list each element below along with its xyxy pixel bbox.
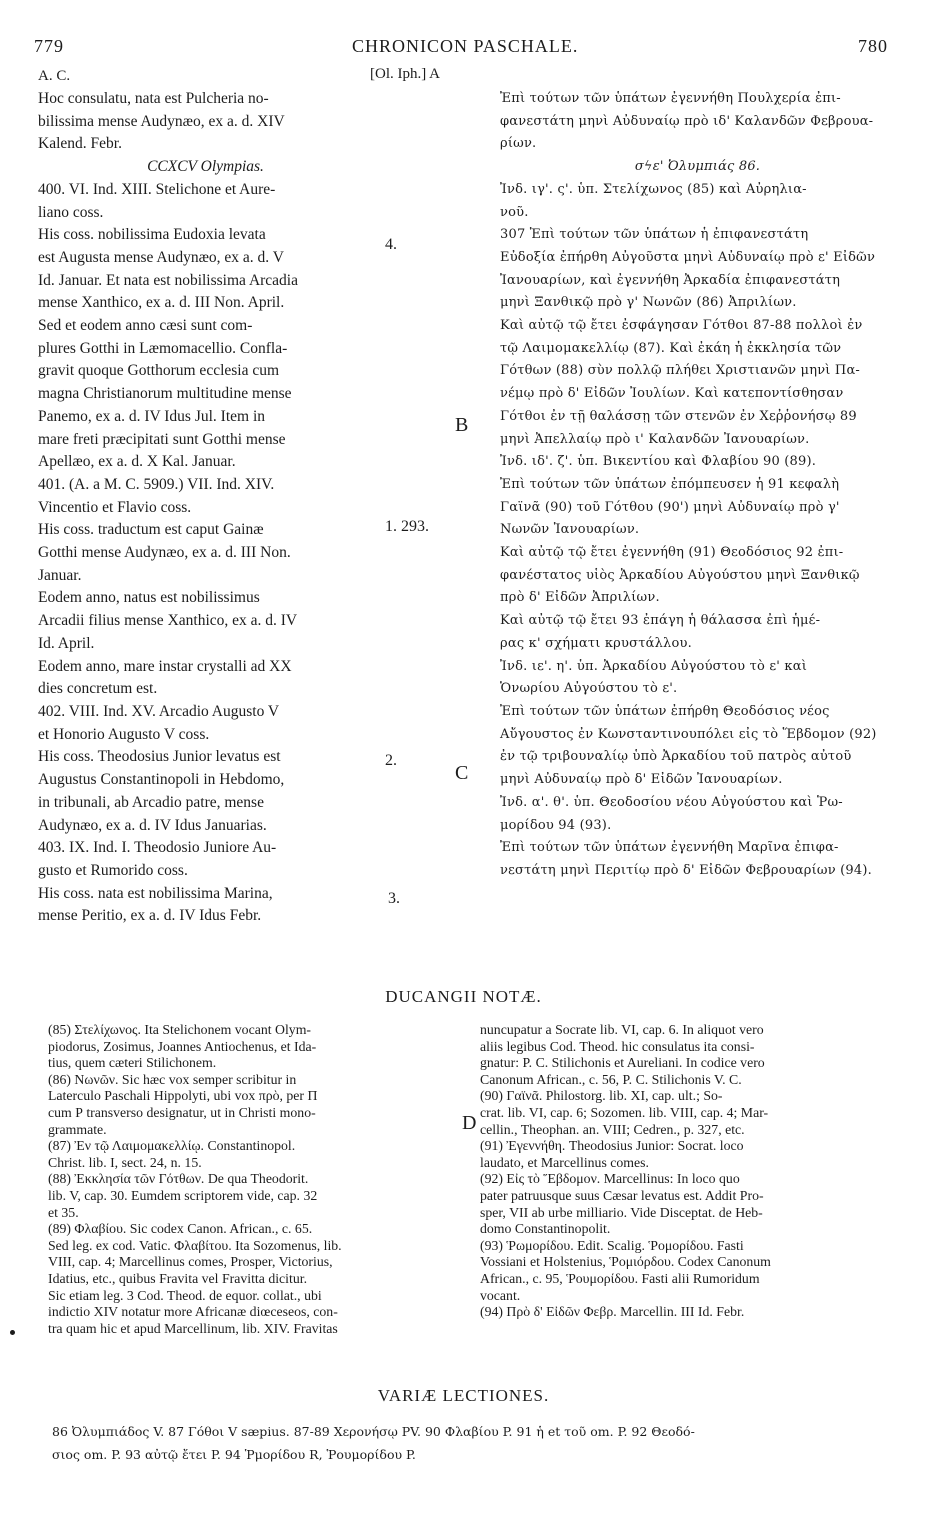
latin-text-line: gusto et Rumorido coss. [38, 861, 188, 879]
note-line: indictio XIV notatur more Africanæ diœceseos, con- [48, 1304, 338, 1320]
greek-text-line: νεστάτη μηνὶ Περιτίῳ πρὸ δ' Εἰδῶν Φεβρουαρίων (94). [500, 862, 872, 878]
note-line: Sic etiam leg. 3 Cod. Theod. de equor. collat., ubi [48, 1287, 322, 1303]
note-line: (86) Νωνῶν. Sic hæc vox semper scribitur in [48, 1071, 297, 1087]
note-line: VIII, cap. 4; Marcellinus comes, Prosper, Victorius, [48, 1254, 333, 1270]
latin-text-line: His coss. traductum est caput Gainæ [38, 521, 264, 539]
greek-text-line: νέμῳ πρὸ δ' Εἰδῶν Ἰουλίων. Καὶ κατεποντίσθησαν [500, 386, 844, 402]
note-line: nuncupatur a Socrate lib. VI, cap. 6. In aliquot vero [480, 1022, 764, 1037]
latin-text-line: mense Xanthico, ex a. d. III Non. April. [38, 294, 285, 312]
note-line: Vossiani et Holstenius, Ῥομιόρδου. Codex Canonum [480, 1254, 771, 1270]
note-line: sper, VII ab urbe milliario. Vide Disceptat. de Heb- [480, 1204, 763, 1220]
latin-text-line: 403. IX. Ind. I. Theodosio Juniore Au- [38, 839, 277, 857]
variae-title: VARIÆ LECTIONES. [377, 1386, 550, 1405]
greek-text-line: μηνὶ Ξανθικῷ πρὸ γ' Νωνῶν (86) Ἀπριλίων. [500, 295, 797, 311]
latin-text-line: Apellæo, ex a. d. X Kal. Januar. [38, 453, 236, 471]
greek-text-line: ρας κ' σχήματι κρυστάλλου. [500, 635, 692, 651]
note-line: vocant. [480, 1287, 521, 1303]
greek-text-line: Ὁνωρίου Αὐγούστου τὸ ε'. [500, 681, 678, 697]
latin-text-line: bilissima mense Audynæo, ex a. d. XIV [38, 112, 285, 130]
note-line: Canonum African., c. 56, P. C. Stilichonis V. C. [480, 1071, 742, 1087]
variae-lines [52, 1420, 892, 1466]
greek-text-line: Καὶ αὐτῷ τῷ ἔτει ἐγεννήθη (91) Θεοδόσιος 92 ἐπι- [500, 545, 844, 561]
margin-letter-c: C [455, 762, 469, 784]
greek-text-line: φανεστάτη μηνὶ Αὐδυναίῳ πρὸ ιδ' Καλανδῶν Φεβρουα- [500, 113, 874, 129]
latin-column [38, 88, 373, 928]
greek-text-line: Γαϊνᾶ (90) τοῦ Γότθου (90') μηνὶ Αὐδυναίῳ πρὸ γ' [500, 499, 840, 515]
note-line: et 35. [48, 1204, 79, 1220]
latin-text-line: His coss. Theodosius Junior levatus est [38, 748, 281, 766]
greek-text-line: τῷ Λαιμομακελλίῳ (87). Καὶ ἐκάη ἡ ἐκκλησία τῶν [500, 340, 842, 356]
latin-text-line: Augustus Constantinopoli in Hebdomo, [38, 771, 285, 789]
greek-text-line: Γότθοι ἐν τῇ θαλάσσῃ τῶν στενῶν ἐν Χεῤῥονήσῳ 89 [500, 408, 857, 424]
note-line: (93) Ῥωμορίδου. Edit. Scalig. Ῥομορίδου. Fasti [480, 1237, 744, 1253]
latin-text-line: magna Christianorum multitudine mense [38, 385, 292, 403]
greek-text-line: ρίων. [500, 136, 537, 152]
greek-column [500, 88, 895, 883]
margin-marker-2: 2. [385, 752, 397, 769]
latin-text-line: His coss. nobilissima Eudoxia levata [38, 226, 266, 244]
note-line: tra quam hic et apud Marcellinum, lib. XIV. Fravitas [48, 1320, 338, 1336]
note-line: gnatur: P. C. Stilichonis et Aureliani. In codice vero [480, 1055, 765, 1071]
greek-text-line: Ἰνδ. ιγ'. ς'. ὑπ. Στελίχωνος (85) καὶ Αὐρηλια- [500, 181, 807, 197]
greek-text-line: Καὶ αὐτῷ τῷ ἔτει 93 ἐπάγη ἡ θάλασσα ἐπὶ ἡμέ- [500, 613, 821, 629]
latin-text-line: Arcadii filius mense Xanthico, ex a. d. IV [38, 612, 298, 630]
greek-text-line: νοῦ. [500, 204, 529, 220]
note-line: lib. V, cap. 30. Eumdem scriptorem vide, cap. 32 [48, 1187, 318, 1203]
latin-text-line: Kalend. Febr. [38, 135, 122, 153]
note-line: piodorus, Zosimus, Joannes Antiochenus, et Ida- [48, 1038, 317, 1054]
greek-text-line: 307 Ἐπὶ τούτων τῶν ὑπάτων ἡ ἐπιφανεστάτη [500, 227, 809, 243]
greek-text-line: πρὸ δ' Εἰδῶν Ἀπριλίων. [500, 590, 660, 606]
note-line: Idatius, etc., quibus Fravita vel Fravitta dicitur. [48, 1270, 308, 1286]
latin-text-line: Hoc consulatu, nata est Pulcheria no- [38, 90, 269, 107]
note-line: cum Ρ transverso designatur, ut in Christi mono- [48, 1104, 316, 1120]
latin-text-line: Eodem anno, natus est nobilissimus [38, 589, 260, 607]
note-line: cellin., Theophan. an. VIII; Cedren., p. 327, etc. [480, 1121, 745, 1137]
note-line: pater patruusque suus Cæsar levatus est. Addit Pro- [480, 1187, 764, 1203]
latin-text-line: Audynæo, ex a. d. IV Idus Januarias. [38, 816, 267, 834]
greek-text-line: Ἰνδ. α'. θ'. ὑπ. Θεοδοσίου νέου Αὐγούστου καὶ Ῥω- [500, 794, 843, 810]
notes-right-column [480, 1022, 895, 1321]
greek-text-line: Ἐπὶ τούτων τῶν ὑπάτων ἐπόμπευσεν ἡ 91 κεφαλὴ [500, 476, 840, 492]
greek-text-line: Ἐπὶ τούτων τῶν ὑπάτων ἐγεννήθη Μαρῖνα ἐπιφα- [500, 840, 839, 856]
latin-text-line: mense Peritio, ex a. d. IV Idus Febr. [38, 907, 262, 925]
greek-text-line: Εὐδοξία ἐπήρθη Αὐγοῦστα μηνὶ Αὐδυναίῳ πρὸ ε' Εἰδῶν [500, 249, 876, 265]
latin-text-line: CCXCV Olympias. [147, 158, 264, 176]
olympiad-label: [Ol. Iph.] A [370, 66, 440, 82]
page-number-right: 780 [858, 36, 888, 56]
latin-text-line: est Augusta mense Audynæo, ex a. d. V [38, 248, 284, 266]
notes-left-column [48, 1022, 453, 1337]
margin-marker-293: 1. 293. [385, 518, 429, 535]
latin-text-line: 401. (A. a M. C. 5909.) VII. Ind. XIV. [38, 475, 275, 493]
note-line: (89) Φλαβίου. Sic codex Canon. African., c. 65. [48, 1221, 313, 1237]
notes-title: DUCANGII NOTÆ. [385, 987, 542, 1006]
latin-text-line: gravit quoque Gotthorum ecclesia cum [38, 362, 280, 380]
note-line: (91) Ἐγεννήθη. Theodosius Junior: Socrat. loco [480, 1138, 744, 1154]
note-line: (87) Ἐν τῷ Λαιμομακελλίῳ. Constantinopol. [48, 1138, 296, 1154]
greek-text-line: φανέστατος υἱὸς Ἀρκαδίου Αὐγούστου μηνὶ Ξανθικῷ [500, 567, 860, 583]
latin-text-line: in tribunali, ab Arcadio patre, mense [38, 793, 264, 811]
latin-text-line: mare freti præcipitati sunt Gotthi mense [38, 430, 286, 448]
latin-text-line: Gotthi mense Audynæo, ex a. d. III Non. [38, 544, 291, 562]
latin-text-line: et Honorio Augusto V coss. [38, 725, 210, 743]
latin-text-line: 402. VIII. Ind. XV. Arcadio Augusto V [38, 702, 280, 720]
latin-text-line: Panemo, ex a. d. IV Idus Jul. Item in [38, 407, 266, 425]
greek-text-line: Ἰνδ. ιδ'. ζ'. ὑπ. Βικεντίου καὶ Φλαβίου 90 (89). [500, 454, 817, 470]
margin-letter-b: B [455, 414, 469, 436]
note-line: (90) Γαϊνᾶ. Philostorg. lib. XI, cap. ult.; So- [480, 1088, 723, 1104]
latin-text-line: Id. Januar. Et nata est nobilissima Arcadia [38, 271, 298, 289]
note-line: domo Constantinopolit. [480, 1221, 611, 1237]
greek-text-line: ἐν τῷ τριβουναλίῳ ὑπὸ Ἀρκαδίου τοῦ πατρὸς αὐτοῦ [500, 749, 852, 765]
note-line: (94) Πρὸ δ' Εἰδῶν Φεβρ. Marcellin. III Id. Febr. [480, 1304, 745, 1320]
greek-text-line: Ἐπὶ τούτων τῶν ὑπάτων ἐγεννήθη Πουλχερία ἐπι- [500, 91, 841, 106]
greek-text-line: Καὶ αὐτῷ τῷ ἔτει ἐσφάγησαν Γότθοι 87-88 πολλοὶ ἐν [500, 318, 863, 334]
latin-text-line: Januar. [38, 566, 82, 584]
note-line: (88) Ἐκκλησία τῶν Γότθων. De qua Theodorit. [48, 1171, 309, 1187]
greek-text-line: μορίδου 94 (93). [500, 817, 612, 833]
greek-text-line: Ἰανουαρίων, καὶ ἐγεννήθη Ἀρκαδία ἐπιφανεστάτη [500, 272, 841, 288]
latin-text-line: Id. April. [38, 634, 95, 652]
greek-text-line: μηνὶ Αὐδυναίῳ πρὸ δ' Εἰδῶν Ἰανουαρίων. [500, 772, 783, 788]
greek-text-line: σϟε' Ὀλυμπιάς 86. [634, 159, 761, 175]
margin-marker-3: 3. [388, 890, 400, 907]
greek-text-line: Ἰνδ. ιε'. η'. ὑπ. Ἀρκαδίου Αὐγούστου τὸ ε' καὶ [500, 658, 808, 674]
year-label: A. C. [38, 68, 71, 84]
variant-reading-line: σιος om. P. 93 αὐτῷ ἔτει P. 94 Ῥμορίδου R, Ῥουμορίδου P. [52, 1447, 416, 1462]
page-number-left: 779 [34, 36, 64, 56]
greek-text-line: Αὔγουστος ἐν Κωνσταντινουπόλει εἰς τὸ Ἕβδομον (92) [500, 726, 877, 742]
margin-dot [10, 1330, 15, 1335]
note-line: Christ. lib. I, sect. 24, n. 15. [48, 1154, 202, 1170]
greek-text-line: Νωνῶν Ἰανουαρίων. [500, 522, 640, 538]
latin-text-line: Eodem anno, mare instar crystalli ad XX [38, 657, 292, 675]
note-line: Laterculo Paschali Hippolyti, ubi vox πρὸ, per Π [48, 1088, 318, 1104]
note-line: (92) Εἰς τὸ Ἕβδομον. Marcellinus: In loco quo [480, 1171, 740, 1187]
note-line: Sed leg. ex cod. Vatic. Φλαβίτου. Ita Sozomenus, lib. [48, 1237, 342, 1253]
running-title: CHRONICON PASCHALE. [352, 36, 579, 56]
note-line: African., c. 95, Ῥουμορίδου. Fasti alii Rumoridum [480, 1270, 760, 1286]
latin-text-line: plures Gotthi in Læmomacellio. Confla- [38, 339, 288, 357]
note-line: tius, quem cæteri Stilichonem. [48, 1055, 217, 1071]
latin-text-line: liano coss. [38, 203, 104, 221]
margin-marker-4: 4. [385, 236, 397, 253]
latin-text-line: His coss. nata est nobilissima Marina, [38, 884, 273, 902]
margin-letter-d: D [462, 1112, 477, 1134]
note-line: (85) Στελίχωνος. Ita Stelichonem vocant Olym- [48, 1022, 312, 1037]
greek-text-line: μηνὶ Ἀπελλαίῳ πρὸ ι' Καλανδῶν Ἰανουαρίων. [500, 431, 810, 447]
note-line: laudato, et Marcellinus comes. [480, 1154, 649, 1170]
latin-text-line: Sed et eodem anno cæsi sunt com- [38, 317, 253, 335]
greek-text-line: Ἐπὶ τούτων τῶν ὑπάτων ἐπήρθη Θεοδόσιος νέος [500, 703, 830, 719]
note-line: aliis legibus Cod. Theod. hic consulatus ita consi- [480, 1038, 755, 1054]
latin-text-line: 400. VI. Ind. XIII. Stelichone et Aure- [38, 180, 276, 198]
note-line: grammate. [48, 1121, 107, 1137]
variant-reading-line: 86 Ὀλυμπιάδος V. 87 Γόθοι V sæpius. 87-89 Χερονήσῳ PV. 90 Φλαβίου P. 91 ἡ et τοῦ om. P. 92 Θεοδό- [52, 1424, 695, 1439]
latin-text-line: dies concretum est. [38, 680, 158, 698]
greek-text-line: Γότθων (88) σὺν πολλῷ πλήθει Χριστιανῶν μηνὶ Πα- [500, 363, 861, 379]
note-line: crat. lib. VI, cap. 6; Sozomen. lib. VIII, cap. 4; Mar- [480, 1104, 769, 1120]
latin-text-line: Vincentio et Flavio coss. [38, 498, 192, 516]
